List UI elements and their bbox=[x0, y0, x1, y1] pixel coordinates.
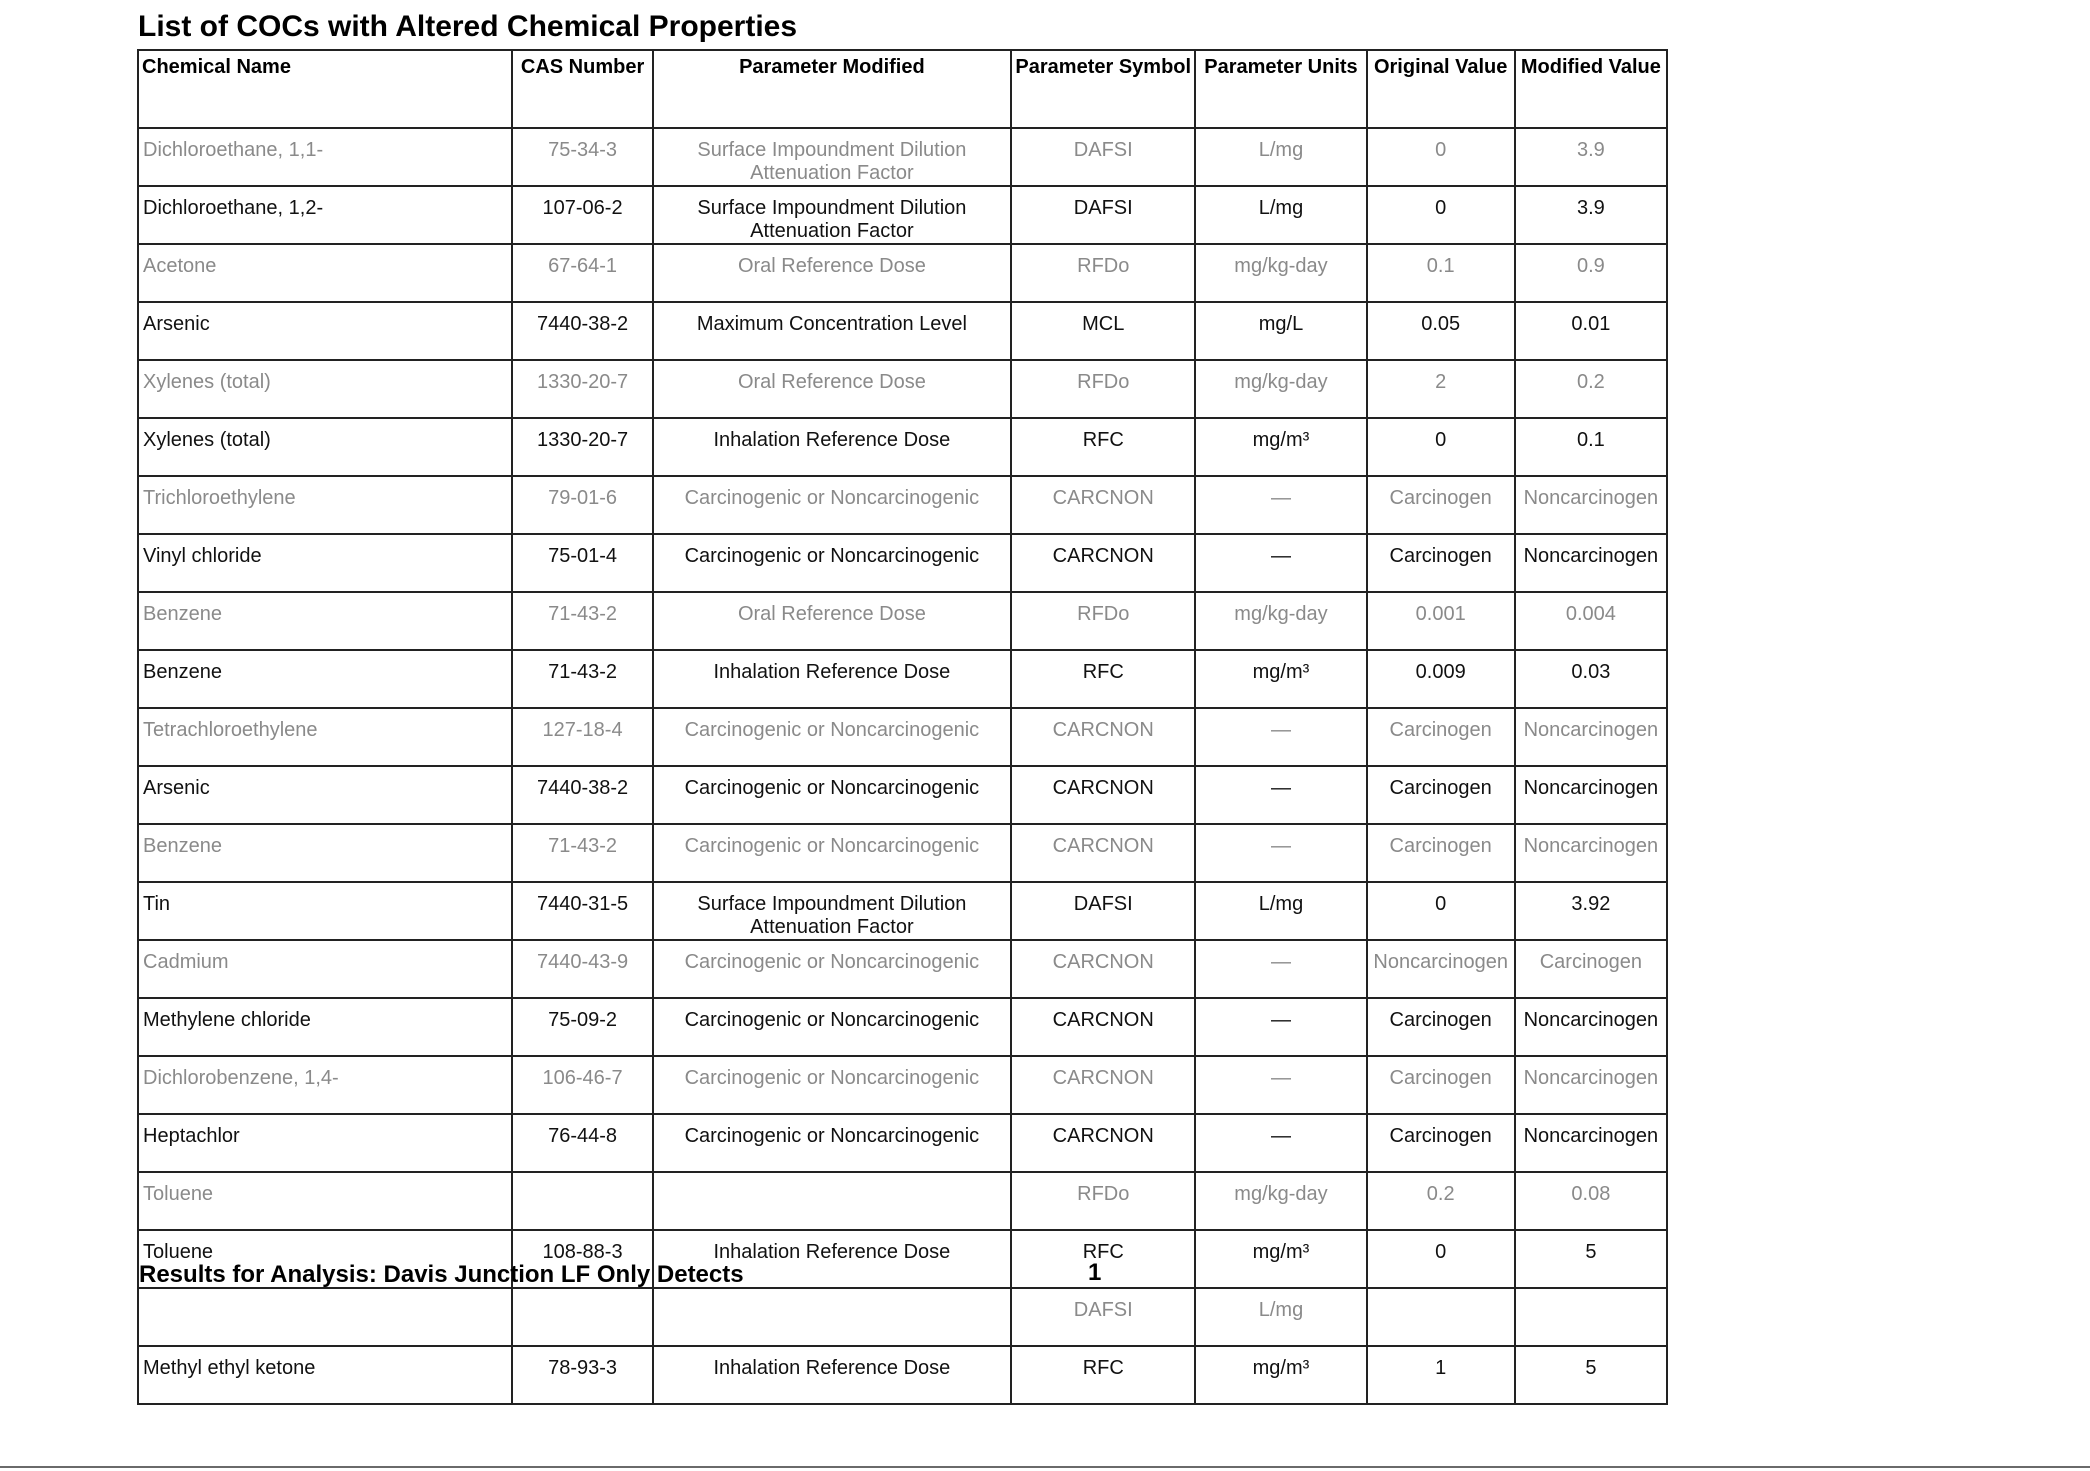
cas-number-cell bbox=[512, 1288, 652, 1346]
parameter-modified-cell: Inhalation Reference Dose bbox=[653, 1230, 1011, 1288]
parameter-symbol-cell: RFDo bbox=[1011, 592, 1195, 650]
chemical-name-cell: Xylenes (total) bbox=[138, 418, 512, 476]
header-chemical-name: Chemical Name bbox=[138, 50, 512, 128]
parameter-symbol-cell: MCL bbox=[1011, 302, 1195, 360]
cas-number-cell: 75-09-2 bbox=[512, 998, 652, 1056]
original-value-cell: Carcinogen bbox=[1367, 534, 1515, 592]
original-value-cell: Carcinogen bbox=[1367, 708, 1515, 766]
cas-number-cell: 76-44-8 bbox=[512, 1114, 652, 1172]
chemical-name-cell: Acetone bbox=[138, 244, 512, 302]
parameter-units-cell: mg/kg-day bbox=[1195, 244, 1366, 302]
modified-value-cell: 0.004 bbox=[1515, 592, 1667, 650]
cas-number-cell: 67-64-1 bbox=[512, 244, 652, 302]
header-parameter-units: Parameter Units bbox=[1195, 50, 1366, 128]
chemical-name-cell: Benzene bbox=[138, 650, 512, 708]
modified-value-cell: 3.92 bbox=[1515, 882, 1667, 940]
cas-number-cell: 7440-31-5 bbox=[512, 882, 652, 940]
original-value-cell: 2 bbox=[1367, 360, 1515, 418]
chemical-name-cell: Methyl ethyl ketone bbox=[138, 1346, 512, 1404]
modified-value-cell: 0.03 bbox=[1515, 650, 1667, 708]
original-value-cell: Carcinogen bbox=[1367, 998, 1515, 1056]
original-value-cell bbox=[1367, 1288, 1515, 1346]
parameter-units-cell: — bbox=[1195, 708, 1366, 766]
cas-number-cell: 106-46-7 bbox=[512, 1056, 652, 1114]
parameter-modified-cell: Surface Impoundment Dilution Attenuation Factor bbox=[653, 882, 1011, 940]
parameter-modified-cell: Oral Reference Dose bbox=[653, 592, 1011, 650]
table-row bbox=[138, 418, 1667, 476]
chemical-name-cell: Trichloroethylene bbox=[138, 476, 512, 534]
chemical-name-cell: Toluene bbox=[138, 1172, 512, 1230]
chemical-name-cell: Tetrachloroethylene bbox=[138, 708, 512, 766]
table-row bbox=[138, 534, 1667, 592]
parameter-units-cell: mg/m³ bbox=[1195, 1346, 1366, 1404]
bottom-rule bbox=[0, 1466, 2090, 1468]
cas-number-cell: 75-34-3 bbox=[512, 128, 652, 186]
table-row bbox=[138, 1172, 1667, 1230]
parameter-symbol-cell: DAFSI bbox=[1011, 186, 1195, 244]
modified-value-cell: Noncarcinogen bbox=[1515, 824, 1667, 882]
cas-number-cell: 71-43-2 bbox=[512, 650, 652, 708]
original-value-cell: 0.001 bbox=[1367, 592, 1515, 650]
parameter-units-cell: — bbox=[1195, 476, 1366, 534]
cas-number-cell: 7440-43-9 bbox=[512, 940, 652, 998]
table-row bbox=[138, 360, 1667, 418]
table-row bbox=[138, 708, 1667, 766]
parameter-symbol-cell: CARCNON bbox=[1011, 1056, 1195, 1114]
modified-value-cell: 5 bbox=[1515, 1346, 1667, 1404]
modified-value-cell: 5 bbox=[1515, 1230, 1667, 1288]
chemical-name-cell: Benzene bbox=[138, 592, 512, 650]
original-value-cell: 0 bbox=[1367, 418, 1515, 476]
parameter-symbol-cell: CARCNON bbox=[1011, 998, 1195, 1056]
parameter-symbol-cell: RFDo bbox=[1011, 360, 1195, 418]
modified-value-cell: 0.01 bbox=[1515, 302, 1667, 360]
parameter-modified-cell: Surface Impoundment Dilution Attenuation Factor bbox=[653, 186, 1011, 244]
table-row bbox=[138, 998, 1667, 1056]
parameter-modified-cell: Inhalation Reference Dose bbox=[653, 418, 1011, 476]
original-value-cell: 1 bbox=[1367, 1346, 1515, 1404]
parameter-symbol-cell: RFDo bbox=[1011, 244, 1195, 302]
parameter-units-cell: mg/m³ bbox=[1195, 650, 1366, 708]
parameter-modified-cell: Carcinogenic or Noncarcinogenic bbox=[653, 476, 1011, 534]
cas-number-cell: 108-88-3 bbox=[512, 1230, 652, 1288]
parameter-units-cell: mg/kg-day bbox=[1195, 360, 1366, 418]
parameter-modified-cell: Oral Reference Dose bbox=[653, 360, 1011, 418]
modified-value-cell: Noncarcinogen bbox=[1515, 998, 1667, 1056]
modified-value-cell: 0.08 bbox=[1515, 1172, 1667, 1230]
modified-value-cell: 3.9 bbox=[1515, 186, 1667, 244]
cas-number-cell: 79-01-6 bbox=[512, 476, 652, 534]
parameter-modified-cell: Carcinogenic or Noncarcinogenic bbox=[653, 766, 1011, 824]
parameter-modified-cell: Carcinogenic or Noncarcinogenic bbox=[653, 1056, 1011, 1114]
cas-number-cell: 78-93-3 bbox=[512, 1346, 652, 1404]
original-value-cell: Carcinogen bbox=[1367, 1114, 1515, 1172]
cas-number-cell: 71-43-2 bbox=[512, 592, 652, 650]
parameter-units-cell: — bbox=[1195, 1114, 1366, 1172]
table-row bbox=[138, 940, 1667, 998]
parameter-units-cell: — bbox=[1195, 998, 1366, 1056]
parameter-symbol-cell: RFC bbox=[1011, 650, 1195, 708]
chemical-name-cell: Cadmium bbox=[138, 940, 512, 998]
cas-number-cell: 75-01-4 bbox=[512, 534, 652, 592]
modified-value-cell: Noncarcinogen bbox=[1515, 708, 1667, 766]
modified-value-cell: Noncarcinogen bbox=[1515, 476, 1667, 534]
original-value-cell: 0 bbox=[1367, 1230, 1515, 1288]
table-row bbox=[138, 766, 1667, 824]
parameter-modified-cell bbox=[653, 1172, 1011, 1230]
table-row bbox=[138, 244, 1667, 302]
header-modified-value: Modified Value bbox=[1515, 50, 1667, 128]
modified-value-cell: 0.1 bbox=[1515, 418, 1667, 476]
parameter-modified-cell: Maximum Concentration Level bbox=[653, 302, 1011, 360]
chemical-name-cell: Arsenic bbox=[138, 766, 512, 824]
parameter-units-cell: — bbox=[1195, 940, 1366, 998]
table-row bbox=[138, 824, 1667, 882]
cas-number-cell: 7440-38-2 bbox=[512, 766, 652, 824]
modified-value-cell: 0.9 bbox=[1515, 244, 1667, 302]
page-number: 1 bbox=[1088, 1259, 1102, 1286]
original-value-cell: Carcinogen bbox=[1367, 824, 1515, 882]
original-value-cell: Carcinogen bbox=[1367, 476, 1515, 534]
modified-value-cell: 3.9 bbox=[1515, 128, 1667, 186]
table-row bbox=[138, 302, 1667, 360]
cas-number-cell: 107-06-2 bbox=[512, 186, 652, 244]
parameter-symbol-cell: RFC bbox=[1011, 418, 1195, 476]
parameter-units-cell: mg/kg-day bbox=[1195, 1172, 1366, 1230]
table-row bbox=[138, 882, 1667, 940]
original-value-cell: 0.1 bbox=[1367, 244, 1515, 302]
table-row bbox=[138, 1288, 1667, 1346]
parameter-units-cell: mg/m³ bbox=[1195, 1230, 1366, 1288]
parameter-modified-cell: Carcinogenic or Noncarcinogenic bbox=[653, 1114, 1011, 1172]
table-row bbox=[138, 128, 1667, 186]
parameter-modified-cell: Carcinogenic or Noncarcinogenic bbox=[653, 708, 1011, 766]
chemical-name-cell: Vinyl chloride bbox=[138, 534, 512, 592]
modified-value-cell: Noncarcinogen bbox=[1515, 1056, 1667, 1114]
parameter-units-cell: L/mg bbox=[1195, 882, 1366, 940]
chemical-name-cell: Heptachlor bbox=[138, 1114, 512, 1172]
modified-value-cell: Noncarcinogen bbox=[1515, 766, 1667, 824]
table-row bbox=[138, 1056, 1667, 1114]
original-value-cell: 0 bbox=[1367, 186, 1515, 244]
parameter-symbol-cell: CARCNON bbox=[1011, 940, 1195, 998]
chemical-name-cell: Dichlorobenzene, 1,4- bbox=[138, 1056, 512, 1114]
cas-number-cell: 1330-20-7 bbox=[512, 418, 652, 476]
table-row bbox=[138, 1114, 1667, 1172]
parameter-modified-cell: Carcinogenic or Noncarcinogenic bbox=[653, 824, 1011, 882]
chemical-name-cell: Benzene bbox=[138, 824, 512, 882]
original-value-cell: 0.009 bbox=[1367, 650, 1515, 708]
parameter-modified-cell: Surface Impoundment Dilution Attenuation Factor bbox=[653, 128, 1011, 186]
table-row bbox=[138, 592, 1667, 650]
parameter-modified-cell: Inhalation Reference Dose bbox=[653, 1346, 1011, 1404]
parameter-units-cell: — bbox=[1195, 766, 1366, 824]
modified-value-cell bbox=[1515, 1288, 1667, 1346]
chemical-name-cell: Methylene chloride bbox=[138, 998, 512, 1056]
modified-value-cell: Carcinogen bbox=[1515, 940, 1667, 998]
chemical-name-cell: Dichloroethane, 1,2- bbox=[138, 186, 512, 244]
parameter-symbol-cell: RFC bbox=[1011, 1230, 1195, 1288]
parameter-symbol-cell: RFC bbox=[1011, 1346, 1195, 1404]
table-row bbox=[138, 476, 1667, 534]
parameter-symbol-cell: RFDo bbox=[1011, 1172, 1195, 1230]
cas-number-cell: 7440-38-2 bbox=[512, 302, 652, 360]
original-value-cell: Noncarcinogen bbox=[1367, 940, 1515, 998]
parameter-units-cell: L/mg bbox=[1195, 128, 1366, 186]
parameter-modified-cell: Inhalation Reference Dose bbox=[653, 650, 1011, 708]
parameter-modified-cell: Carcinogenic or Noncarcinogenic bbox=[653, 940, 1011, 998]
parameter-units-cell: — bbox=[1195, 1056, 1366, 1114]
page-title: List of COCs with Altered Chemical Properties bbox=[138, 10, 798, 43]
header-cas-number: CAS Number bbox=[512, 50, 652, 128]
chemical-name-cell bbox=[138, 1288, 512, 1346]
original-value-cell: Carcinogen bbox=[1367, 766, 1515, 824]
chemical-name-cell: Toluene bbox=[138, 1230, 512, 1288]
modified-value-cell: Noncarcinogen bbox=[1515, 1114, 1667, 1172]
parameter-modified-cell: Carcinogenic or Noncarcinogenic bbox=[653, 998, 1011, 1056]
parameter-symbol-cell: CARCNON bbox=[1011, 708, 1195, 766]
parameter-units-cell: mg/L bbox=[1195, 302, 1366, 360]
modified-value-cell: Noncarcinogen bbox=[1515, 534, 1667, 592]
chemical-name-cell: Xylenes (total) bbox=[138, 360, 512, 418]
coc-table bbox=[137, 49, 1668, 1405]
parameter-units-cell: — bbox=[1195, 824, 1366, 882]
parameter-symbol-cell: DAFSI bbox=[1011, 882, 1195, 940]
parameter-symbol-cell: CARCNON bbox=[1011, 1114, 1195, 1172]
table-row bbox=[138, 650, 1667, 708]
parameter-units-cell: — bbox=[1195, 534, 1366, 592]
cas-number-cell: 71-43-2 bbox=[512, 824, 652, 882]
footer-analysis-label: Results for Analysis: Davis Junction LF Only Detects bbox=[139, 1261, 744, 1288]
parameter-symbol-cell: CARCNON bbox=[1011, 766, 1195, 824]
original-value-cell: 0.05 bbox=[1367, 302, 1515, 360]
cas-number-cell: 127-18-4 bbox=[512, 708, 652, 766]
table-body bbox=[138, 128, 1667, 1404]
parameter-symbol-cell: DAFSI bbox=[1011, 1288, 1195, 1346]
cas-number-cell: 1330-20-7 bbox=[512, 360, 652, 418]
table-header-row bbox=[138, 50, 1667, 128]
parameter-symbol-cell: DAFSI bbox=[1011, 128, 1195, 186]
parameter-units-cell: mg/m³ bbox=[1195, 418, 1366, 476]
modified-value-cell: 0.2 bbox=[1515, 360, 1667, 418]
chemical-name-cell: Dichloroethane, 1,1- bbox=[138, 128, 512, 186]
header-parameter-modified: Parameter Modified bbox=[653, 50, 1011, 128]
parameter-modified-cell: Carcinogenic or Noncarcinogenic bbox=[653, 534, 1011, 592]
parameter-units-cell: L/mg bbox=[1195, 1288, 1366, 1346]
cas-number-cell bbox=[512, 1172, 652, 1230]
parameter-symbol-cell: CARCNON bbox=[1011, 824, 1195, 882]
parameter-units-cell: L/mg bbox=[1195, 186, 1366, 244]
parameter-modified-cell: Oral Reference Dose bbox=[653, 244, 1011, 302]
parameter-units-cell: mg/kg-day bbox=[1195, 592, 1366, 650]
original-value-cell: 0 bbox=[1367, 128, 1515, 186]
header-original-value: Original Value bbox=[1367, 50, 1515, 128]
parameter-symbol-cell: CARCNON bbox=[1011, 476, 1195, 534]
parameter-modified-cell bbox=[653, 1288, 1011, 1346]
chemical-name-cell: Arsenic bbox=[138, 302, 512, 360]
chemical-name-cell: Tin bbox=[138, 882, 512, 940]
header-parameter-symbol: Parameter Symbol bbox=[1011, 50, 1195, 128]
parameter-symbol-cell: CARCNON bbox=[1011, 534, 1195, 592]
table-row bbox=[138, 186, 1667, 244]
original-value-cell: 0.2 bbox=[1367, 1172, 1515, 1230]
original-value-cell: 0 bbox=[1367, 882, 1515, 940]
table-row bbox=[138, 1346, 1667, 1404]
original-value-cell: Carcinogen bbox=[1367, 1056, 1515, 1114]
